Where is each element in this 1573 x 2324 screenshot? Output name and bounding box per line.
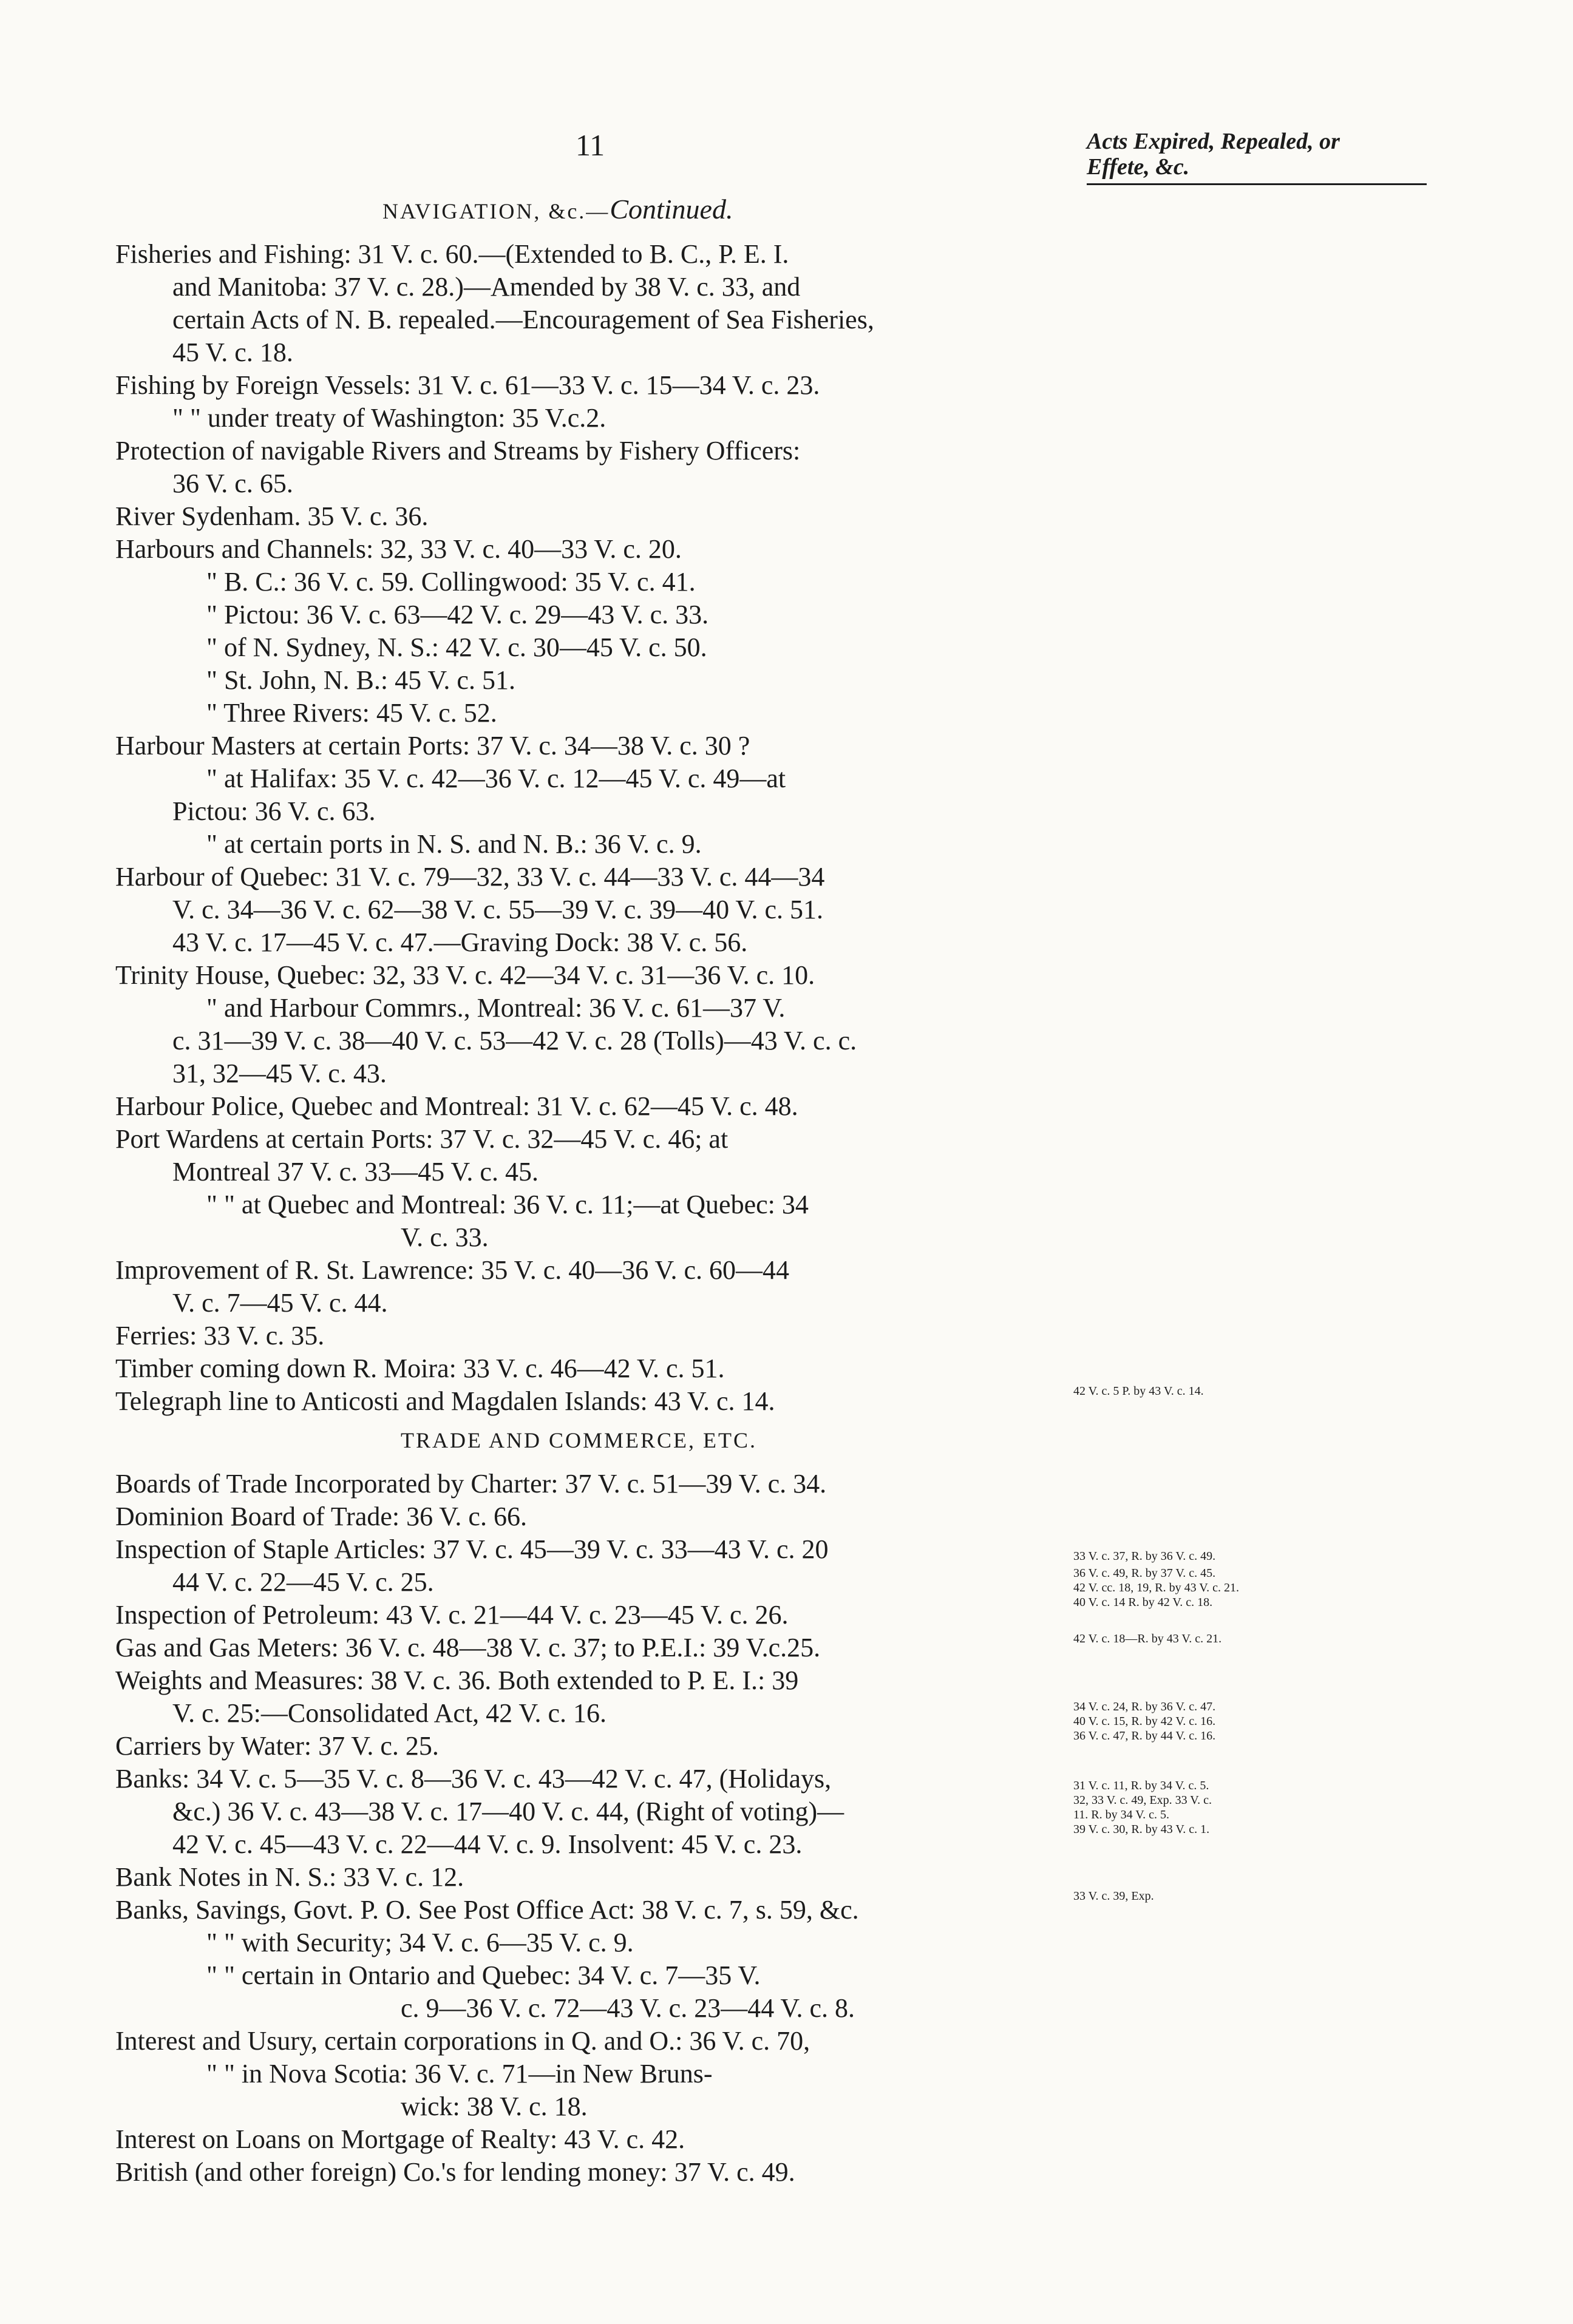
section-heading-trade: TRADE AND COMMERCE, ETC.: [401, 1428, 758, 1452]
navigation-entry: [115, 828, 1072, 861]
entry-line: c. 31—39 V. c. 38—40 V. c. 53—42 V. c. 28 (Tolls)—43 V. c. c.: [172, 1026, 857, 1055]
trade-entry: [115, 2058, 1072, 2123]
navigation-entry: [115, 697, 1072, 730]
trade-entries: [115, 1468, 1072, 2189]
navigation-heading: NAVIGATION, &c.—: [382, 199, 610, 223]
marginal-line: 11. R. by 34 V. c. 5.: [1073, 1808, 1169, 1821]
navigation-entry: [115, 992, 1072, 1090]
entry-line: " " at Quebec and Montreal: 36 V. c. 11;—at Quebec: 34: [206, 1190, 809, 1219]
trade-entry: [115, 1631, 1072, 1664]
entry-line: Ferries: 33 V. c. 35.: [115, 1321, 325, 1350]
marginal-note-weights: [1073, 1699, 1328, 1743]
entry-line: certain Acts of N. B. repealed.—Encouragement of Sea Fisheries,: [172, 305, 874, 334]
marginal-line: 40 V. c. 14 R. by 42 V. c. 18.: [1073, 1596, 1213, 1609]
navigation-entry: [115, 369, 1072, 435]
entry-line: Trinity House, Quebec: 32, 33 V. c. 42—34 V. c. 31—36 V. c. 10.: [115, 960, 815, 990]
entry-line: " B. C.: 36 V. c. 59. Collingwood: 35 V. c. 41.: [206, 567, 696, 597]
entry-line: Inspection of Staple Articles: 37 V. c. 45—39 V. c. 33—43 V. c. 20: [115, 1534, 829, 1564]
trade-entry: [115, 1599, 1072, 1631]
entry-line: Interest on Loans on Mortgage of Realty: 43 V. c. 42.: [115, 2124, 685, 2154]
navigation-entry: [115, 1123, 1072, 1188]
trade-entry: [115, 1468, 1072, 1500]
marginal-note-petroleum: 42 V. c. 18—R. by 43 V. c. 21.: [1073, 1632, 1222, 1645]
entry-line: 31, 32—45 V. c. 43.: [172, 1059, 387, 1088]
entry-line: Gas and Gas Meters: 36 V. c. 48—38 V. c. 37; to P.E.I.: 39 V.c.25.: [115, 1633, 821, 1662]
margin-header: [1087, 129, 1427, 185]
marginal-line: 40 V. c. 15, R. by 42 V. c. 16.: [1073, 1715, 1216, 1728]
trade-entry: [115, 1664, 1072, 1730]
entry-line: and Manitoba: 37 V. c. 28.)—Amended by 38 V. c. 33, and: [172, 272, 801, 302]
entry-line: Fishing by Foreign Vessels: 31 V. c. 61—33 V. c. 15—34 V. c. 23.: [115, 370, 820, 400]
navigation-entry: [115, 598, 1072, 631]
entry-line: wick: 38 V. c. 18.: [401, 2092, 588, 2121]
margin-header-line-2: Effete, &c.: [1087, 154, 1190, 180]
entry-line: Timber coming down R. Moira: 33 V. c. 46—42 V. c. 51.: [115, 1353, 725, 1383]
navigation-entry: [115, 1352, 1072, 1385]
margin-header-line-1: Acts Expired, Repealed, or: [1087, 129, 1340, 154]
marginal-note-banks: [1073, 1778, 1328, 1837]
entry-line: 44 V. c. 22—45 V. c. 25.: [172, 1567, 434, 1597]
trade-entry: [115, 2123, 1072, 2156]
trade-entry: [115, 1763, 1072, 1861]
entry-line: " St. John, N. B.: 45 V. c. 51.: [206, 665, 515, 695]
marginal-line: 36 V. c. 47, R. by 44 V. c. 16.: [1073, 1729, 1216, 1743]
entry-line: c. 9—36 V. c. 72—43 V. c. 23—44 V. c. 8.: [401, 1993, 855, 2023]
entry-line: &c.) 36 V. c. 43—38 V. c. 17—40 V. c. 44, (Right of voting)—: [172, 1797, 844, 1826]
trade-entry: [115, 2025, 1072, 2058]
entry-line: " Pictou: 36 V. c. 63—42 V. c. 29—43 V. c. 33.: [206, 600, 709, 629]
entry-line: V. c. 25:—Consolidated Act, 42 V. c. 16.: [172, 1698, 606, 1728]
entry-line: Protection of navigable Rivers and Streams by Fishery Officers:: [115, 436, 801, 466]
entry-line: " " certain in Ontario and Quebec: 34 V. c. 7—35 V.: [206, 1960, 761, 1990]
entry-line: " and Harbour Commrs., Montreal: 36 V. c. 61—37 V.: [206, 993, 786, 1023]
trade-entry: [115, 1959, 1072, 2025]
entry-line: 43 V. c. 17—45 V. c. 47.—Graving Dock: 38 V. c. 56.: [172, 927, 748, 957]
section-heading-navigation: [382, 193, 733, 225]
entry-line: Harbours and Channels: 32, 33 V. c. 40—33 V. c. 20.: [115, 534, 682, 564]
entry-line: Bank Notes in N. S.: 33 V. c. 12.: [115, 1862, 464, 1892]
entry-line: British (and other foreign) Co.'s for lending money: 37 V. c. 49.: [115, 2157, 795, 2187]
entry-line: 45 V. c. 18.: [172, 337, 293, 367]
trade-entry: [115, 1533, 1072, 1599]
trade-entry: [115, 1894, 1072, 1926]
entry-line: Port Wardens at certain Ports: 37 V. c. 32—45 V. c. 46; at: [115, 1124, 729, 1154]
entry-line: V. c. 7—45 V. c. 44.: [172, 1288, 388, 1318]
trade-entry: [115, 1861, 1072, 1894]
entry-line: Weights and Measures: 38 V. c. 36. Both extended to P. E. I.: 39: [115, 1665, 799, 1695]
entry-line: Interest and Usury, certain corporations in Q. and O.: 36 V. c. 70,: [115, 2026, 810, 2056]
navigation-entry: [115, 435, 1072, 500]
marginal-line: 34 V. c. 24, R. by 36 V. c. 47.: [1073, 1700, 1216, 1713]
navigation-entry: [115, 631, 1072, 664]
entry-line: Telegraph line to Anticosti and Magdalen Islands: 43 V. c. 14.: [115, 1386, 775, 1416]
marginal-line: 42 V. cc. 18, 19, R. by 43 V. c. 21.: [1073, 1581, 1239, 1594]
marginal-note-savings: 33 V. c. 39, Exp.: [1073, 1889, 1154, 1903]
navigation-entry: [115, 730, 1072, 762]
entry-line: V. c. 34—36 V. c. 62—38 V. c. 55—39 V. c. 39—40 V. c. 51.: [172, 895, 823, 924]
entry-line: " " with Security; 34 V. c. 6—35 V. c. 9.: [206, 1928, 634, 1957]
navigation-entry: [115, 959, 1072, 992]
entry-line: Boards of Trade Incorporated by Charter: 37 V. c. 51—39 V. c. 34.: [115, 1469, 827, 1499]
page-number: 11: [576, 128, 605, 162]
marginal-line: 36 V. c. 49, R. by 37 V. c. 45.: [1073, 1567, 1216, 1580]
entry-line: Harbour of Quebec: 31 V. c. 79—32, 33 V. c. 44—33 V. c. 44—34: [115, 862, 825, 892]
entry-line: Inspection of Petroleum: 43 V. c. 21—44 V. c. 23—45 V. c. 26.: [115, 1600, 789, 1630]
navigation-entry: [115, 1254, 1072, 1320]
trade-entry: [115, 1730, 1072, 1763]
marginal-line: 31 V. c. 11, R. by 34 V. c. 5.: [1073, 1779, 1209, 1792]
entry-line: " at Halifax: 35 V. c. 42—36 V. c. 12—45 V. c. 49—at: [206, 764, 786, 793]
navigation-entry: [115, 861, 1072, 959]
navigation-entry: [115, 1385, 1072, 1418]
entry-line: Pictou: 36 V. c. 63.: [172, 796, 376, 826]
navigation-entry: [115, 1320, 1072, 1352]
navigation-entry: [115, 566, 1072, 598]
entry-line: 42 V. c. 45—43 V. c. 22—44 V. c. 9. Insolvent: 45 V. c. 23.: [172, 1829, 803, 1859]
navigation-entry: [115, 664, 1072, 697]
marginal-note-telegraph: 42 V. c. 5 P. by 43 V. c. 14.: [1073, 1384, 1204, 1398]
marginal-line: 39 V. c. 30, R. by 43 V. c. 1.: [1073, 1823, 1210, 1836]
navigation-heading-continued: Continued.: [610, 194, 733, 225]
navigation-entries: [115, 238, 1072, 1418]
entry-line: Harbour Police, Quebec and Montreal: 31 V. c. 62—45 V. c. 48.: [115, 1091, 798, 1121]
entry-line: Fisheries and Fishing: 31 V. c. 60.—(Extended to B. C., P. E. I.: [115, 239, 789, 269]
entry-line: Banks: 34 V. c. 5—35 V. c. 8—36 V. c. 43—42 V. c. 47, (Holidays,: [115, 1764, 832, 1794]
entry-line: Carriers by Water: 37 V. c. 25.: [115, 1731, 439, 1761]
trade-entry: [115, 2156, 1072, 2189]
navigation-entry: [115, 1090, 1072, 1123]
entry-line: V. c. 33.: [401, 1222, 489, 1252]
entry-line: Montreal 37 V. c. 33—45 V. c. 45.: [172, 1157, 538, 1187]
navigation-entry: [115, 533, 1072, 566]
entry-line: River Sydenham. 35 V. c. 36.: [115, 501, 429, 531]
marginal-line: 32, 33 V. c. 49, Exp. 33 V. c.: [1073, 1794, 1212, 1807]
entry-line: Banks, Savings, Govt. P. O. See Post Office Act: 38 V. c. 7, s. 59, &c.: [115, 1895, 859, 1925]
entry-line: Harbour Masters at certain Ports: 37 V. c. 34—38 V. c. 30 ?: [115, 731, 750, 761]
navigation-entry: [115, 762, 1072, 828]
entry-line: " " in Nova Scotia: 36 V. c. 71—in New Bruns-: [206, 2059, 713, 2089]
navigation-entry: [115, 1188, 1072, 1254]
entry-line: Dominion Board of Trade: 36 V. c. 66.: [115, 1502, 527, 1531]
marginal-note-staple-1: 33 V. c. 37, R. by 36 V. c. 49.: [1073, 1550, 1216, 1563]
entry-line: " Three Rivers: 45 V. c. 52.: [206, 698, 497, 728]
entry-line: " at certain ports in N. S. and N. B.: 36 V. c. 9.: [206, 829, 702, 859]
trade-entry: [115, 1500, 1072, 1533]
navigation-entry: [115, 238, 1072, 369]
navigation-entry: [115, 500, 1072, 533]
entry-line: Improvement of R. St. Lawrence: 35 V. c. 40—36 V. c. 60—44: [115, 1255, 790, 1285]
entry-line: " of N. Sydney, N. S.: 42 V. c. 30—45 V. c. 50.: [206, 632, 707, 662]
marginal-note-staple-2: [1073, 1566, 1328, 1610]
trade-entry: [115, 1926, 1072, 1959]
entry-line: " " under treaty of Washington: 35 V.c.2.: [172, 403, 606, 433]
entry-line: 36 V. c. 65.: [172, 469, 293, 498]
